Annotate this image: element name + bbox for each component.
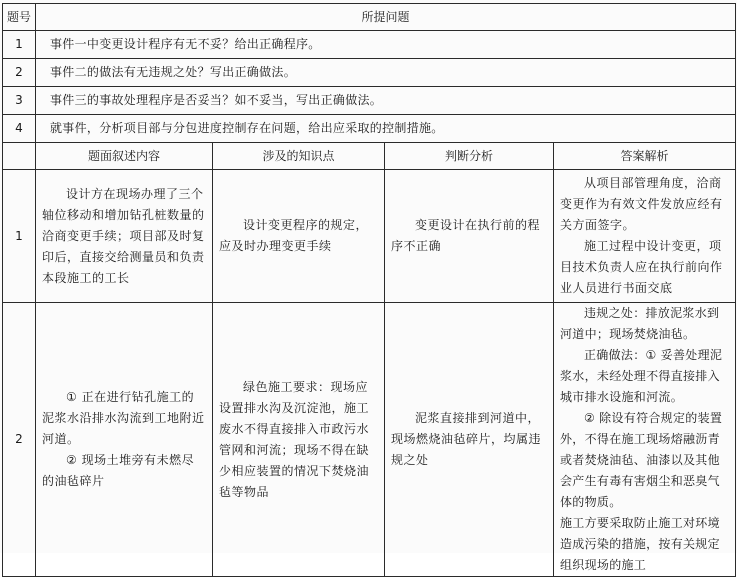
content-text: 设计方在现场办理了三个轴位移动和增加钻孔桩数量的洽商变更手续；项目部及时复印后，直接交给测量员和负责本段施工的工长 xyxy=(42,186,205,285)
knowledge-text: 绿色施工要求：现场应设置排水沟及沉淀池，施工废水不得直接排入市政污水管网和河流；现场不得在缺少相应装置的情况下焚烧油毡等物品 xyxy=(219,379,370,499)
question-row xyxy=(3,87,736,115)
question-text: 事件一中变更设计程序有无不妥？给出正确程序。 xyxy=(36,31,736,59)
content-cell xyxy=(36,303,213,577)
answer-column-header: 答案解析 xyxy=(554,143,736,170)
judgment-cell xyxy=(385,170,554,303)
question-number: 2 xyxy=(3,59,36,87)
question-number: 1 xyxy=(3,31,36,59)
analysis-row xyxy=(3,170,736,303)
analysis-row xyxy=(3,303,736,577)
analysis-number: 2 xyxy=(3,303,36,577)
question-text: 就事件，分析项目部与分包进度控制存在问题，给出应采取的控制措施。 xyxy=(36,115,736,143)
question-text: 事件三的事故处理程序是否妥当？如不妥当，写出正确做法。 xyxy=(36,87,736,115)
analysis-number: 1 xyxy=(3,170,36,303)
answer-text: ② 除设有符合规定的装置外，不得在施工现场熔融沥青或者焚烧油毡、油漆以及其他会产生有毒有害烟尘和恶臭气体的物质。 xyxy=(560,411,723,509)
content-cell xyxy=(36,170,213,303)
judgment-cell xyxy=(385,303,554,577)
question-text: 事件二的做法有无违规之处？写出正确做法。 xyxy=(36,59,736,87)
question-column-header: 所提问题 xyxy=(36,4,736,31)
answer-text: 从项目部管理角度，洽商变更作为有效文件发放应经有关方面签字。 xyxy=(560,176,723,232)
answer-text: 施工过程中设计变更，项目技术负责人应在执行前向作业人员进行书面交底 xyxy=(560,239,723,295)
knowledge-column-header: 涉及的知识点 xyxy=(213,143,385,170)
analysis-header-blank xyxy=(3,143,36,170)
knowledge-cell xyxy=(213,170,385,303)
question-row xyxy=(3,59,736,87)
question-row xyxy=(3,115,736,143)
judgment-text: 泥浆直接排到河道中，现场燃烧油毡碎片，均属违规之处 xyxy=(391,411,542,467)
question-table xyxy=(2,3,736,577)
judgment-text: 变更设计在执行前的程序不正确 xyxy=(391,218,541,253)
answer-text: 正确做法：① 妥善处理泥浆水，未经处理不得直接排入城市排水设施和河流。 xyxy=(560,348,723,404)
answer-cell xyxy=(554,303,736,577)
number-column-header: 题号 xyxy=(3,4,36,31)
analysis-header-row xyxy=(3,143,736,170)
content-text: ① 正在进行钻孔施工的泥浆水沿排水沟流到工地附近河道。 xyxy=(42,390,205,446)
content-text: ② 现场土堆旁有未燃尽的油毡碎片 xyxy=(42,453,195,488)
table-header-row xyxy=(3,4,736,31)
answer-cell xyxy=(554,170,736,303)
question-number: 3 xyxy=(3,87,36,115)
knowledge-text: 设计变更程序的规定，应及时办理变更手续 xyxy=(219,218,369,253)
judgment-column-header: 判断分析 xyxy=(385,143,554,170)
answer-text: 违规之处：排放泥浆水到河道中；现场焚烧油毡。 xyxy=(560,306,720,341)
question-row xyxy=(3,31,736,59)
content-column-header: 题面叙述内容 xyxy=(36,143,213,170)
answer-text: 施工方要采取防止施工对环境造成污染的措施，按有关规定组织现场的施工 xyxy=(560,516,720,572)
knowledge-cell xyxy=(213,303,385,577)
question-number: 4 xyxy=(3,115,36,143)
